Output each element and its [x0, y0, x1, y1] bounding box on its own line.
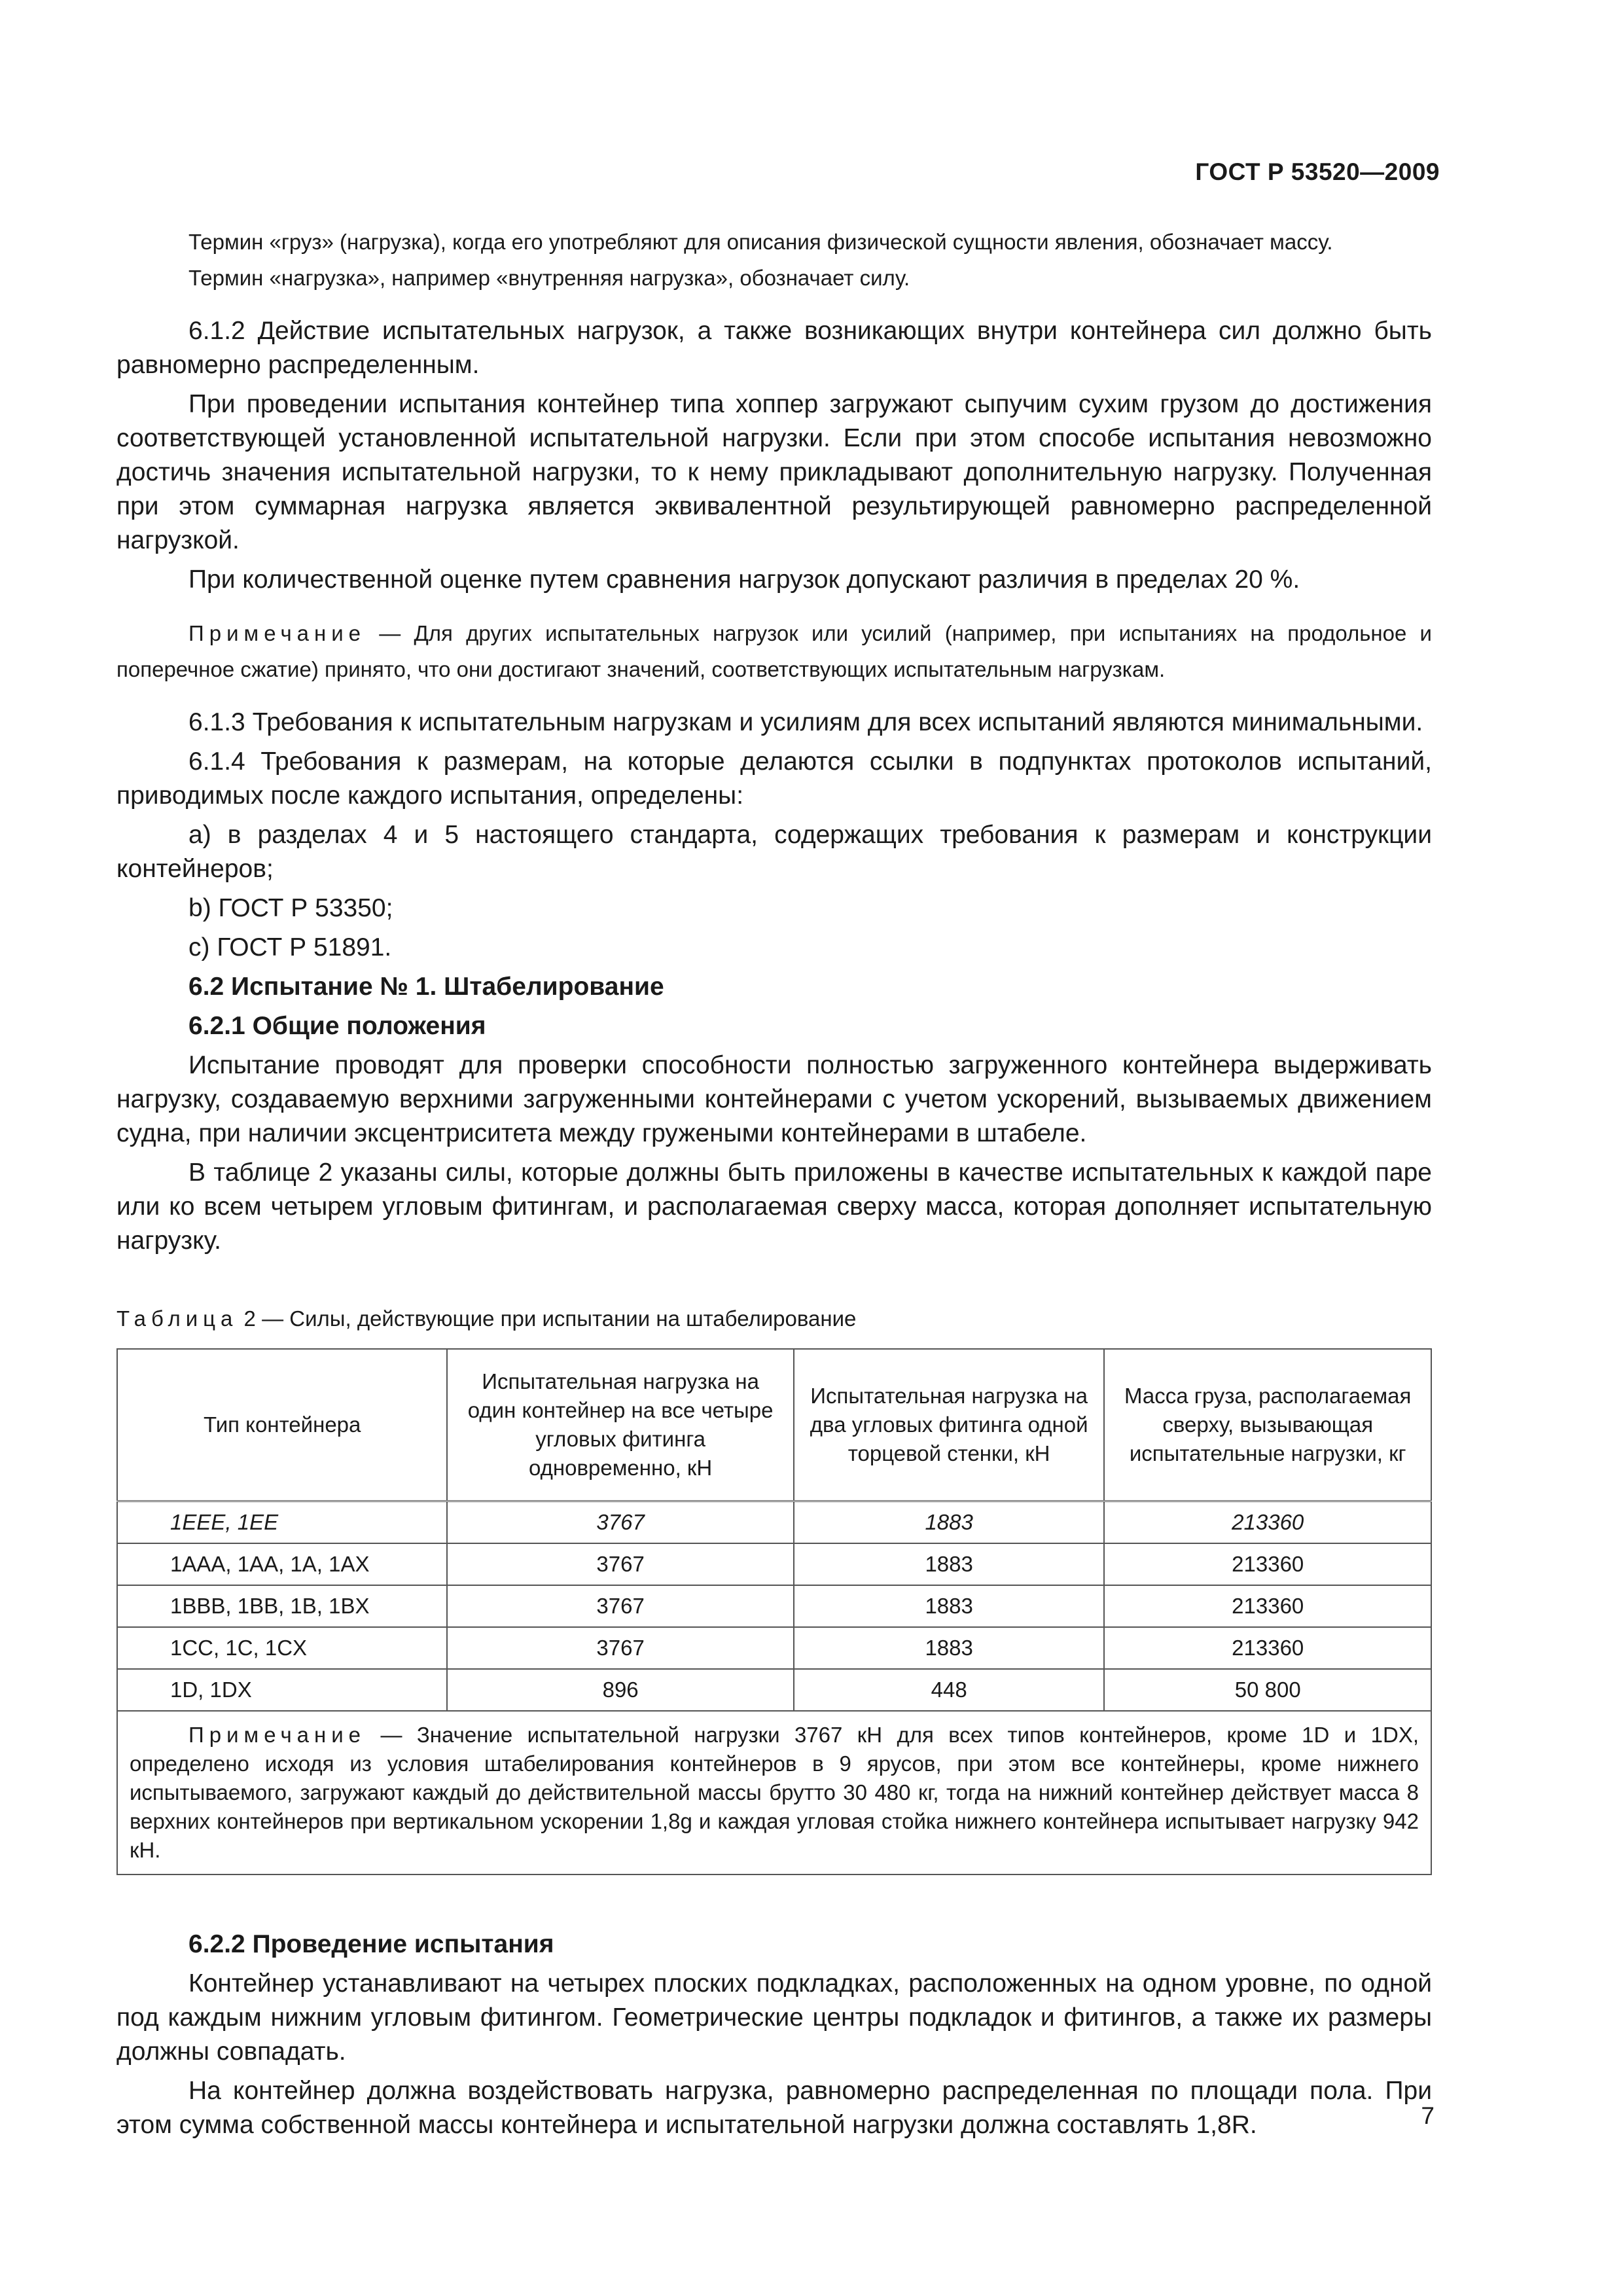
paragraph-table-ref: В таблице 2 указаны силы, которые должны быть приложены в качестве испытательных к каждой паре или ко всем четырем угловым фитингам, и располагаемая сверху масса, которая дополняет испытательную нагрузку. — [116, 1158, 1432, 1255]
page-content — [116, 224, 1432, 2142]
table-cell: 1EEE, 1EE — [117, 1501, 447, 1544]
note-1 — [116, 615, 1432, 687]
note-text: — Для других испытательных нагрузок или усилий (например, при испытаниях на продольное и поперечное сжатие) принято, что они достигают значений, соответствующих испытательным нагрузкам. — [116, 621, 1432, 681]
table-cell: 1883 — [794, 1501, 1105, 1544]
paragraph-6-1-4: 6.1.4 Требования к размерам, на которые делаются ссылки в подпунктах протоколов испытаний, приводимых после каждого испытания, определены: — [116, 747, 1432, 810]
table-cell: 1BBB, 1BB, 1B, 1BX — [117, 1585, 447, 1627]
table-cell: 1883 — [794, 1627, 1105, 1669]
table-row — [117, 1543, 1431, 1585]
table-cell: 896 — [447, 1669, 793, 1711]
table-row — [117, 1585, 1431, 1627]
column-header-type: Тип контейнера — [117, 1349, 447, 1501]
paragraph-term-cargo: Термин «груз» (нагрузка), когда его употребляют для описания физической сущности явления, обозначает массу. — [188, 230, 1333, 254]
column-header-two-fittings: Испытательная нагрузка на два угловых фитинга одной торцевой стенки, кН — [794, 1349, 1105, 1501]
table-cell: 213360 — [1104, 1585, 1431, 1627]
column-header-four-fittings: Испытательная нагрузка на один контейнер на все четыре угловых фитинга одновременно, кН — [447, 1349, 793, 1501]
section-heading-6-2: 6.2 Испытание № 1. Штабелирование — [188, 973, 664, 1001]
table-cell: 1883 — [794, 1543, 1105, 1585]
table-cell: 1AAA, 1AA, 1A, 1AX — [117, 1543, 447, 1585]
table-cell: 3767 — [447, 1543, 793, 1585]
paragraph-tolerance: При количественной оценке путем сравнения нагрузок допускают различия в пределах 20 %. — [188, 565, 1300, 594]
table-caption — [116, 1304, 1432, 1334]
table-cell: 3767 — [447, 1501, 793, 1544]
table-caption-text: 2 — Силы, действующие при испытании на штабелирование — [238, 1306, 857, 1331]
list-item-a: а) в разделах 4 и 5 настоящего стандарта, содержащих требования к размерам и конструкции контейнеров; — [116, 821, 1432, 883]
table-cell: 213360 — [1104, 1501, 1431, 1544]
table-header-row — [117, 1349, 1431, 1501]
paragraph-hopper: При проведении испытания контейнер типа хоппер загружают сыпучим сухим грузом до достижения соответствующей установленной испытательной нагрузки. Если при этом способе испытания невозможно достичь значения испытательной нагрузки, то к нему прикладывают дополнительную нагрузку. Полученная при этом суммарная нагрузка является эквивалентной результирующей равномерно распределенной нагрузкой. — [116, 390, 1432, 554]
table-caption-label: Таблица — [116, 1306, 238, 1331]
column-header-superimposed-mass: Масса груза, располагаемая сверху, вызывающая испытательные нагрузки, кг — [1104, 1349, 1431, 1501]
table-cell: 1883 — [794, 1585, 1105, 1627]
table-cell: 213360 — [1104, 1543, 1431, 1585]
paragraph-term-load: Термин «нагрузка», например «внутренняя нагрузка», обозначает силу. — [188, 266, 910, 290]
table-note-text: — Значение испытательной нагрузки 3767 кН для всех типов контейнеров, кроме 1D и 1DX, определено исходя из условия штабелирования контейнеров в 9 ярусов, при этом все контейнеры, кроме нижнего испытываемого, загружают каждый до действительной массы брутто 30 480 кг, тогда на нижний контейнер действует масса 8 верхних контейнеров при вертикальном ускорении 1,8g и каждая угловая стойка нижнего контейнера испытывает нагрузку 942 кН. — [130, 1723, 1419, 1862]
paragraph-6-1-2: 6.1.2 Действие испытательных нагрузок, а также возникающих внутри контейнера сил должно быть равномерно распределенным. — [116, 317, 1432, 379]
section-heading-6-2-2: 6.2.2 Проведение испытания — [188, 1930, 554, 1958]
table-note — [117, 1711, 1431, 1874]
table-note-row — [117, 1711, 1431, 1874]
table-cell: 448 — [794, 1669, 1105, 1711]
table-row — [117, 1501, 1431, 1544]
paragraph-test-purpose: Испытание проводят для проверки способности полностью загруженного контейнера выдерживать нагрузку, создаваемую верхними загруженными контейнерами с учетом ускорений, вызываемых движением судна, при наличии эксцентриситета между гружеными контейнерами в штабеле. — [116, 1051, 1432, 1147]
paragraph-support-blocks: Контейнер устанавливают на четырех плоских подкладках, расположенных на одном уровне, по одной под каждым нижним угловым фитингом. Геометрические центры подкладок и фитингов, а также их размеры должны совпадать. — [116, 1969, 1432, 2066]
note-label: Примечание — [188, 621, 366, 645]
table-cell: 213360 — [1104, 1627, 1431, 1669]
page-number: 7 — [1421, 2102, 1435, 2129]
list-item-c: c) ГОСТ Р 51891. — [188, 933, 392, 961]
document-code: ГОСТ Р 53520—2009 — [1195, 158, 1440, 185]
table-cell: 50 800 — [1104, 1669, 1431, 1711]
stacking-forces-table — [116, 1348, 1432, 1875]
paragraph-6-1-3: 6.1.3 Требования к испытательным нагрузкам и усилиям для всех испытаний являются минимальными. — [188, 708, 1423, 736]
table-row — [117, 1627, 1431, 1669]
section-heading-6-2-1: 6.2.1 Общие положения — [188, 1012, 486, 1040]
table-cell: 3767 — [447, 1627, 793, 1669]
table-note-label: Примечание — [188, 1723, 366, 1747]
paragraph-floor-load: На контейнер должна воздействовать нагрузка, равномерно распределенная по площади пола. При этом сумма собственной массы контейнера и испытательной нагрузки должна составлять 1,8R. — [116, 2077, 1432, 2139]
table-cell: 1D, 1DX — [117, 1669, 447, 1711]
table-row — [117, 1669, 1431, 1711]
list-item-b: b) ГОСТ Р 53350; — [188, 894, 393, 922]
table-cell: 1CC, 1C, 1CX — [117, 1627, 447, 1669]
table-cell: 3767 — [447, 1585, 793, 1627]
